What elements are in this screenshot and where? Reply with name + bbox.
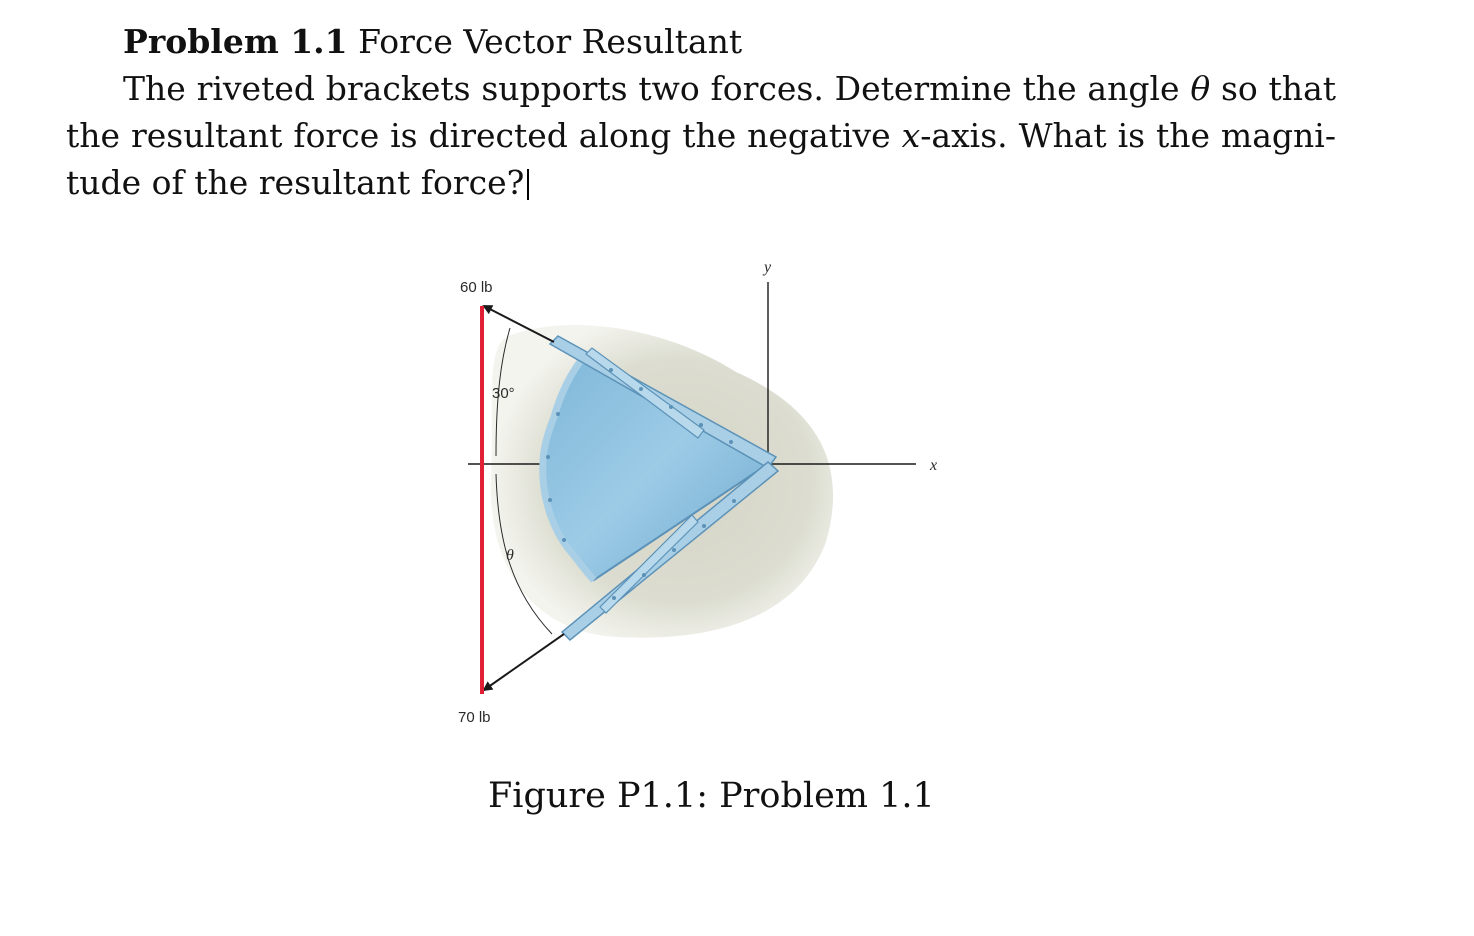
label-70lb: 70 lb [458, 709, 491, 726]
label-30-degrees: 30° [492, 385, 515, 402]
text-cursor [527, 169, 529, 200]
label-y-axis: y [764, 259, 772, 276]
problem-text [66, 65, 1336, 206]
force-70lb-arrow [484, 634, 564, 690]
problem-title: Force Vector Resultant [358, 22, 743, 61]
theta-symbol: θ [1190, 69, 1211, 108]
label-theta: θ [506, 547, 514, 564]
x-variable: x [901, 116, 921, 155]
bracket-diagram [446, 242, 954, 732]
problem-text-part3: -axis. What is the magni-tude of the resultant force? [66, 116, 1336, 202]
problem-text-part1: The riveted brackets supports two forces. Determine the angle [123, 69, 1191, 108]
problem-statement [66, 18, 1336, 206]
figure-caption: Figure P1.1: Problem 1.1 [488, 776, 935, 816]
problem-number: Problem 1.1 [123, 22, 348, 61]
problem-heading [66, 18, 1336, 65]
bracket-figure [446, 242, 954, 732]
label-x-axis: x [930, 457, 938, 474]
label-60lb: 60 lb [460, 279, 493, 296]
problem-text-part2: so that the resultant force is directed along the negative [66, 69, 1336, 155]
